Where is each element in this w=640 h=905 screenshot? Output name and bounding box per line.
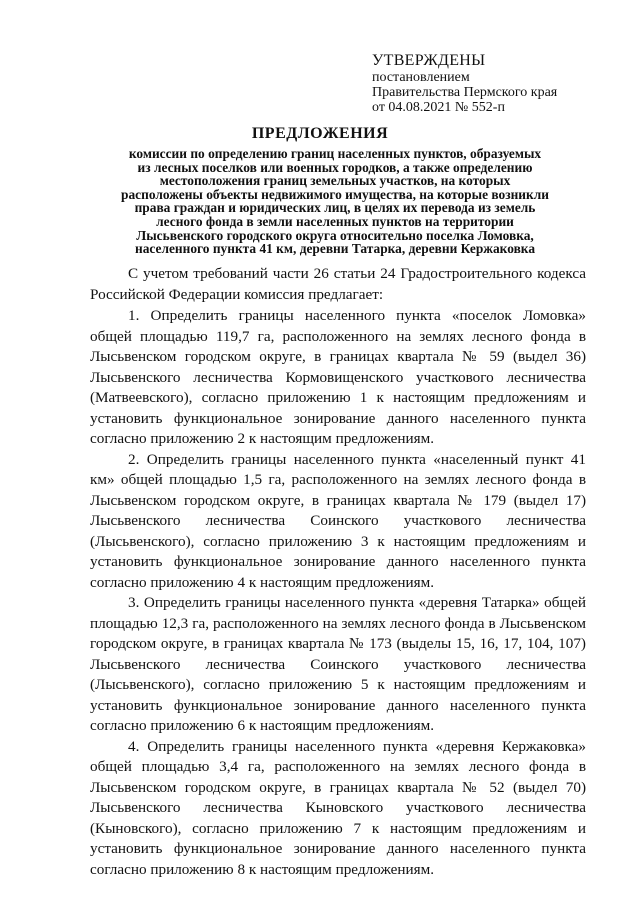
subtitle-line: расположены объекты недвижимого имущества, на которые возникли [121,186,549,202]
subtitle-line: местоположения границ земельных участков, на которых [159,173,511,189]
subtitle-line: права граждан и юридических лиц, в целях их перевода из земель [134,200,536,216]
intro-paragraph: С учетом требований части 26 статьи 24 Градостроительного кодекса Российской Федерации комиссия предлагает: [90,265,586,303]
subtitle-line: лесного фонда в земли населенных пунктов на территории [156,213,514,229]
document-body [90,264,586,880]
subtitle-line: комиссии по определению границ населенных пунктов, образуемых [128,146,542,161]
proposal-item-2: 2. Определить границы населенного пункта «населенный пункт 41 км» общей площадью 1,5 га, расположенного на землях лесного фонда в Лысьвенском городском округе, в границах квартала № 179 (выдел 17) Лысьвенского лесничества Соинского участкового лесничества (Лысьвенского), согласно приложению 3 к настоящим предложениям и установить функциональное зонирование данного населенного пункта согласно приложению 4 к настоящим предложениям. [90,450,586,591]
approval-line-1: постановлением [372,70,470,85]
proposal-item-3: 3. Определить границы населенного пункта «деревня Татарка» общей площадью 12,3 га, расположенного на землях лесного фонда в Лысьвенском городском округе, в границах квартала № 173 (выделы 15, 16, 17, 104, 107) Лысьвенского лесничества Соинского участкового лесничества (Лысьвенского), согласно приложению 5 к настоящим предложениям и установить функциональное зонирование данного населенного пункта согласно приложению 6 к настоящим предложениям. [90,594,586,734]
subtitle-line: населенного пункта 41 км, деревни Татарка, деревни Кержаковка [134,241,536,257]
proposal-item-4: 4. Определить границы населенного пункта «деревня Кержаковка» общей площадью 3,4 га, расположенного на землях лесного фонда в Лысьвенском городском округе, в границах квартала № 52 (выдел 70) Лысьвенского лесничества Кыновского участкового лесничества (Кыновского), согласно приложению 7 к настоящим предложениям и установить функциональное зонирование данного населенного пункта согласно приложению 8 к настоящим предложениям. [90,737,586,878]
approval-line-2: Правительства Пермского края [372,85,558,100]
approval-stamp [372,52,612,115]
subtitle-line: Лысьвенского городского округа относительно поселка Ломовка, [136,227,534,243]
subtitle-line: из лесных поселков или военных городков, а также определению [137,159,533,175]
approval-heading: УТВЕРЖДЕНЫ [372,52,486,69]
proposal-item-1: 1. Определить границы населенного пункта «поселок Ломовка» общей площадью 119,7 га, расположенного на землях лесного фонда в Лысьвенском городском округе, в границах квартала № 59 (выдел 36) Лысьвенского лесничества Кормовищенского участкового лесничества (Матвеевского), согласно приложению 1 к настоящим предложениям и установить функциональное зонирование данного населенного пункта согласно приложению 2 к настоящим предложениям. [90,307,586,447]
approval-line-3: от 04.08.2021 № 552-п [372,100,505,115]
document-subtitle [88,147,582,256]
document-title: ПРЕДЛОЖЕНИЯ [251,125,389,142]
